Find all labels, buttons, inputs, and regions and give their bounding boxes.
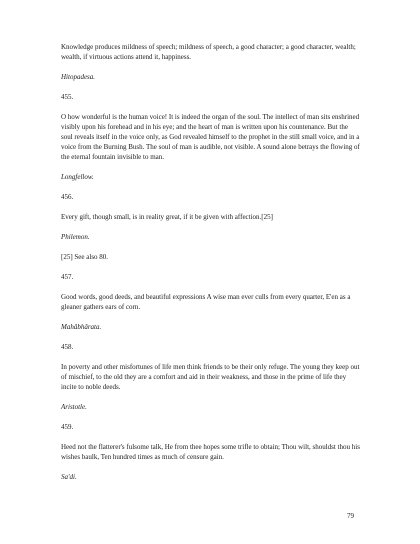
- paragraph-good-words: Good words, good deeds, and beautiful expressions A wise man ever culls from every quarter, E'en as a gleaner gathers ears of corn.: [61, 293, 351, 311]
- page-body: [61, 42, 361, 482]
- entry-number-455: 455.: [61, 93, 74, 101]
- entry-number-457: 457.: [61, 273, 74, 281]
- entry-number-458: 458.: [61, 343, 74, 351]
- paragraph-human-voice: O how wonderful is the human voice! It is indeed the organ of the soul. The intellect of man sits enshrined visibly upon his forehead and in his eye; and the heart of man is written upon his countenance. But the soul reveals itself in the voice only, as God revealed himself to the prophet in the still small voice, and in a voice from the Burning Bush. The soul of man is audible, not visible. A sound alone betrays the flowing of the eternal fountain invisible to man.: [61, 113, 360, 161]
- paragraph-poverty: In poverty and other misfortunes of life men think friends to be their only refuge. The young they keep out of mischief, to the old they are a comfort and aid in their weakness, and those in the prime of life they incite to noble deeds.: [61, 363, 360, 391]
- paragraph-knowledge: Knowledge produces mildness of speech; mildness of speech, a good character; a good character, wealth; wealth, if virtuous actions attend it, happiness.: [61, 43, 356, 61]
- attribution-mahabharata: Mahâbhârata.: [61, 323, 102, 331]
- attribution-philemon: Philemon.: [61, 233, 90, 241]
- attribution-sadi: Sa'di.: [61, 473, 77, 481]
- footnote-25: [25] See also 80.: [61, 253, 109, 261]
- attribution-hitopadesa: Hitopadesa.: [61, 73, 96, 81]
- paragraph-every-gift: Every gift, though small, is in reality great, if it be given with affection.[25]: [61, 213, 273, 221]
- entry-number-459: 459.: [61, 423, 74, 431]
- paragraph-flatterer: Heed not the flatterer's fulsome talk, He from thee hopes some trifle to obtain; Thou wilt, shouldst thou his wishes baulk, Ten hundred times as much of censure gain.: [61, 443, 360, 461]
- page-number: 79: [347, 512, 354, 520]
- attribution-longfellow: Longfellow.: [61, 173, 94, 181]
- entry-number-456: 456.: [61, 193, 74, 201]
- attribution-aristotle: Aristotle.: [61, 403, 87, 411]
